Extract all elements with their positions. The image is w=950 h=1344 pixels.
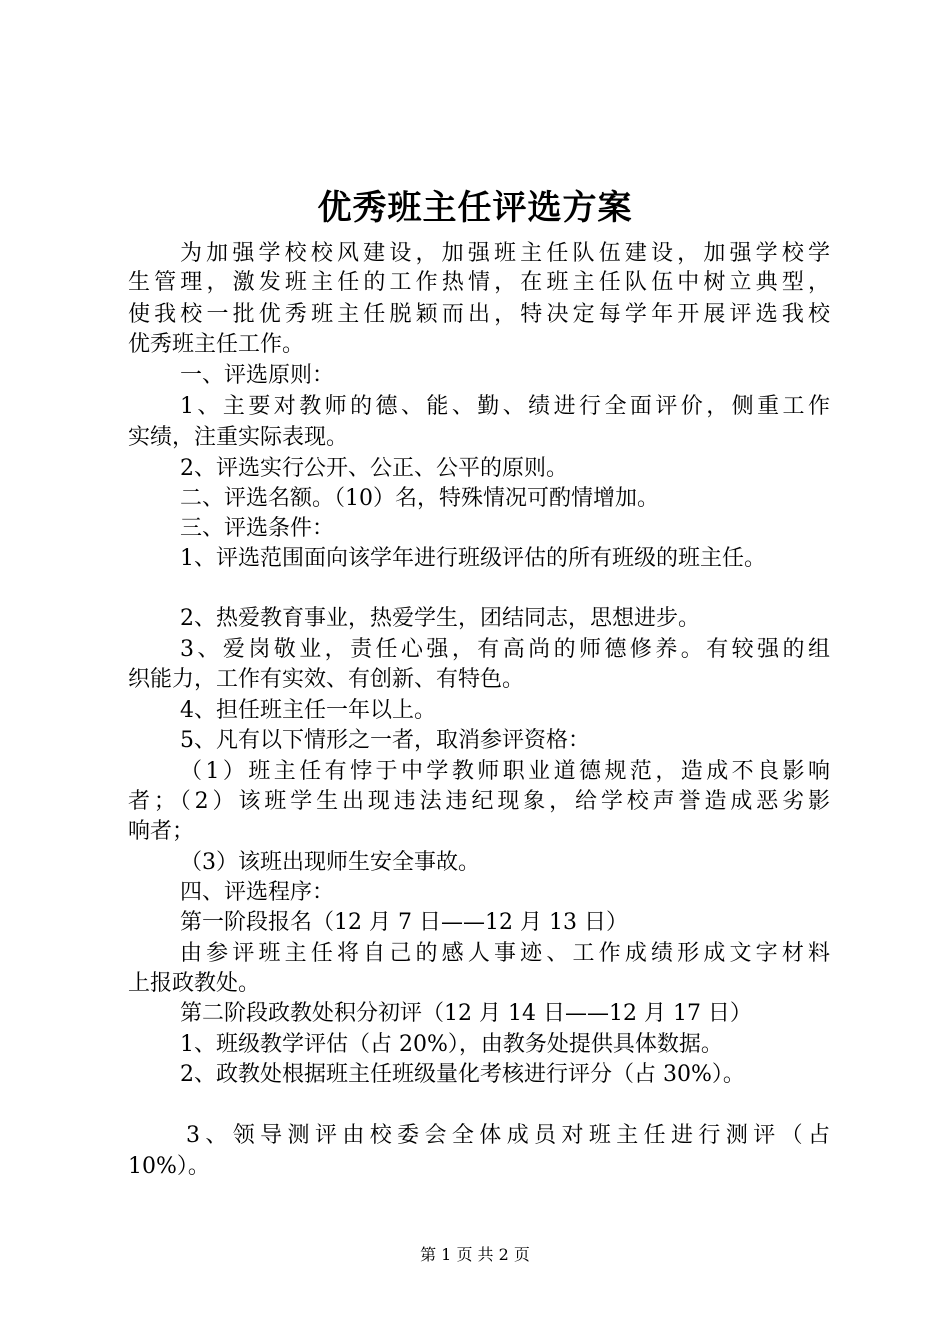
paragraph-line: 5、凡有以下情形之一者，取消参评资格： <box>180 728 590 753</box>
section-heading: 三、评选条件： <box>180 516 335 541</box>
paragraph-line: 响者； <box>128 819 195 844</box>
paragraph-line: 由参评班主任将自己的感人事迹、工作成绩形成文字材料 <box>180 941 830 966</box>
paragraph-line: 2、政教处根据班主任班级量化考核进行评分（占 30%）。 <box>180 1062 745 1087</box>
paragraph-line: 优秀班主任工作。 <box>128 332 305 357</box>
paragraph-line: 生管理，激发班主任的工作热情，在班主任队伍中树立典型， <box>128 270 830 295</box>
paragraph-line: （1）班主任有悖于中学教师职业道德规范，造成不良影响 <box>180 759 830 784</box>
document-title: 优秀班主任评选方案 <box>317 188 633 228</box>
paragraph-line: 2、评选实行公开、公正、公平的原则。 <box>180 456 568 481</box>
section-heading: 一、评选原则： <box>180 363 335 388</box>
paragraph-line: 1、主要对教师的德、能、勤、绩进行全面评价，侧重工作 <box>180 394 830 419</box>
paragraph-line: 实绩，注重实际表现。 <box>128 425 349 450</box>
page-footer: 第 1 页 共 2 页 <box>420 1245 530 1264</box>
section-heading: 二、评选名额。（10）名，特殊情况可酌情增加。 <box>180 486 659 511</box>
paragraph-line: 为加强学校校风建设，加强班主任队伍建设，加强学校学 <box>180 241 830 266</box>
paragraph-line: 2、热爱教育事业，热爱学生，团结同志，思想进步。 <box>180 606 700 631</box>
paragraph-line: 4、担任班主任一年以上。 <box>180 698 436 723</box>
paragraph-line: 3、爱岗敬业，责任心强，有高尚的师德修养。有较强的组 <box>180 637 830 662</box>
paragraph-line: 第二阶段政教处积分初评（12 月 14 日——12 月 17 日） <box>180 1001 752 1026</box>
paragraph-line: 3、领导测评由校委会全体成员对班主任进行测评（占 <box>186 1123 830 1148</box>
paragraph-line: 10%）。 <box>128 1154 210 1179</box>
section-heading: 四、评选程序： <box>180 880 335 905</box>
paragraph-line: 上报政教处。 <box>128 971 261 996</box>
paragraph-line: 织能力，工作有实效、有创新、有特色。 <box>128 667 525 692</box>
paragraph-line: 使我校一批优秀班主任脱颖而出，特决定每学年开展评选我校 <box>128 302 830 327</box>
paragraph-line: （3）该班出现师生安全事故。 <box>180 850 480 875</box>
paragraph-line: 1、班级教学评估（占 20%），由教务处提供具体数据。 <box>180 1032 723 1057</box>
paragraph-line: 者；（2）该班学生出现违法违纪现象，给学校声誉造成恶劣影 <box>128 789 830 814</box>
paragraph-line: 1、评选范围面向该学年进行班级评估的所有班级的班主任。 <box>180 546 766 571</box>
paragraph-line: 第一阶段报名（12 月 7 日——12 月 13 日） <box>180 910 628 935</box>
